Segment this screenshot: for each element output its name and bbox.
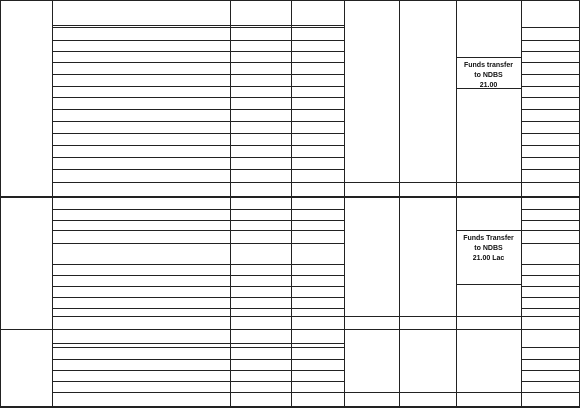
section-line (52, 343, 344, 344)
row-line (52, 370, 344, 371)
row-line (521, 381, 580, 382)
section-line (0, 197, 580, 198)
row-line (521, 286, 580, 287)
row-line (521, 86, 580, 87)
row-line (521, 297, 580, 298)
fund-transfer-line: Funds transfer (463, 62, 513, 69)
row-line (52, 286, 344, 287)
row-line (52, 220, 344, 221)
row-line (52, 133, 344, 134)
row-line (521, 243, 580, 244)
section-line (52, 25, 344, 26)
row-line (52, 297, 344, 298)
fund-transfer-line: to NDBS (474, 245, 503, 253)
fund-transfer-line: 21.00 (479, 82, 498, 90)
row-line (52, 51, 344, 52)
fund-box-line (456, 88, 521, 89)
row-line (521, 370, 580, 371)
row-line (521, 62, 580, 63)
row-line (52, 27, 344, 28)
row-line (52, 359, 344, 360)
row-line (521, 97, 580, 98)
row-line (52, 347, 344, 348)
fund-transfer-line: Funds Transfer (463, 235, 514, 242)
row-line (52, 97, 344, 98)
row-line (52, 275, 344, 276)
fund-transfer-note (456, 61, 521, 91)
row-line (521, 230, 580, 231)
section-line (0, 329, 580, 330)
row-line (52, 86, 344, 87)
column-divider (344, 0, 345, 408)
row-line (521, 51, 580, 52)
row-line (521, 359, 580, 360)
row-line (52, 40, 344, 41)
row-line (52, 381, 344, 382)
row-line (521, 109, 580, 110)
row-line (52, 74, 344, 75)
row-line (52, 230, 344, 231)
row-line (521, 157, 580, 158)
row-line (521, 209, 580, 210)
fund-box-line (456, 284, 521, 285)
row-line (52, 145, 344, 146)
row-line (521, 121, 580, 122)
row-line (521, 308, 580, 309)
row-line (52, 157, 344, 158)
row-line (521, 264, 580, 265)
row-line (521, 40, 580, 41)
total-line (52, 182, 580, 183)
row-line (521, 347, 580, 348)
column-divider (399, 0, 400, 408)
row-line (52, 169, 344, 170)
row-line (52, 243, 344, 244)
row-line (52, 109, 344, 110)
row-line (52, 264, 344, 265)
row-line (521, 220, 580, 221)
fund-transfer-note (456, 234, 521, 264)
row-line (521, 133, 580, 134)
row-line (52, 308, 344, 309)
row-line (0, 0, 580, 1)
row-line (521, 145, 580, 146)
fund-transfer-line: 21.00 Lac (472, 255, 505, 263)
total-line (52, 316, 580, 317)
fund-box-line (456, 57, 521, 58)
total-line (52, 392, 580, 393)
row-line (52, 121, 344, 122)
row-line (52, 62, 344, 63)
row-line (521, 27, 580, 28)
column-divider (0, 0, 1, 408)
row-line (521, 275, 580, 276)
fund-box-line (456, 230, 521, 231)
row-line (52, 209, 344, 210)
fund-transfer-line: to NDBS (474, 72, 503, 80)
row-line (521, 169, 580, 170)
row-line (521, 74, 580, 75)
